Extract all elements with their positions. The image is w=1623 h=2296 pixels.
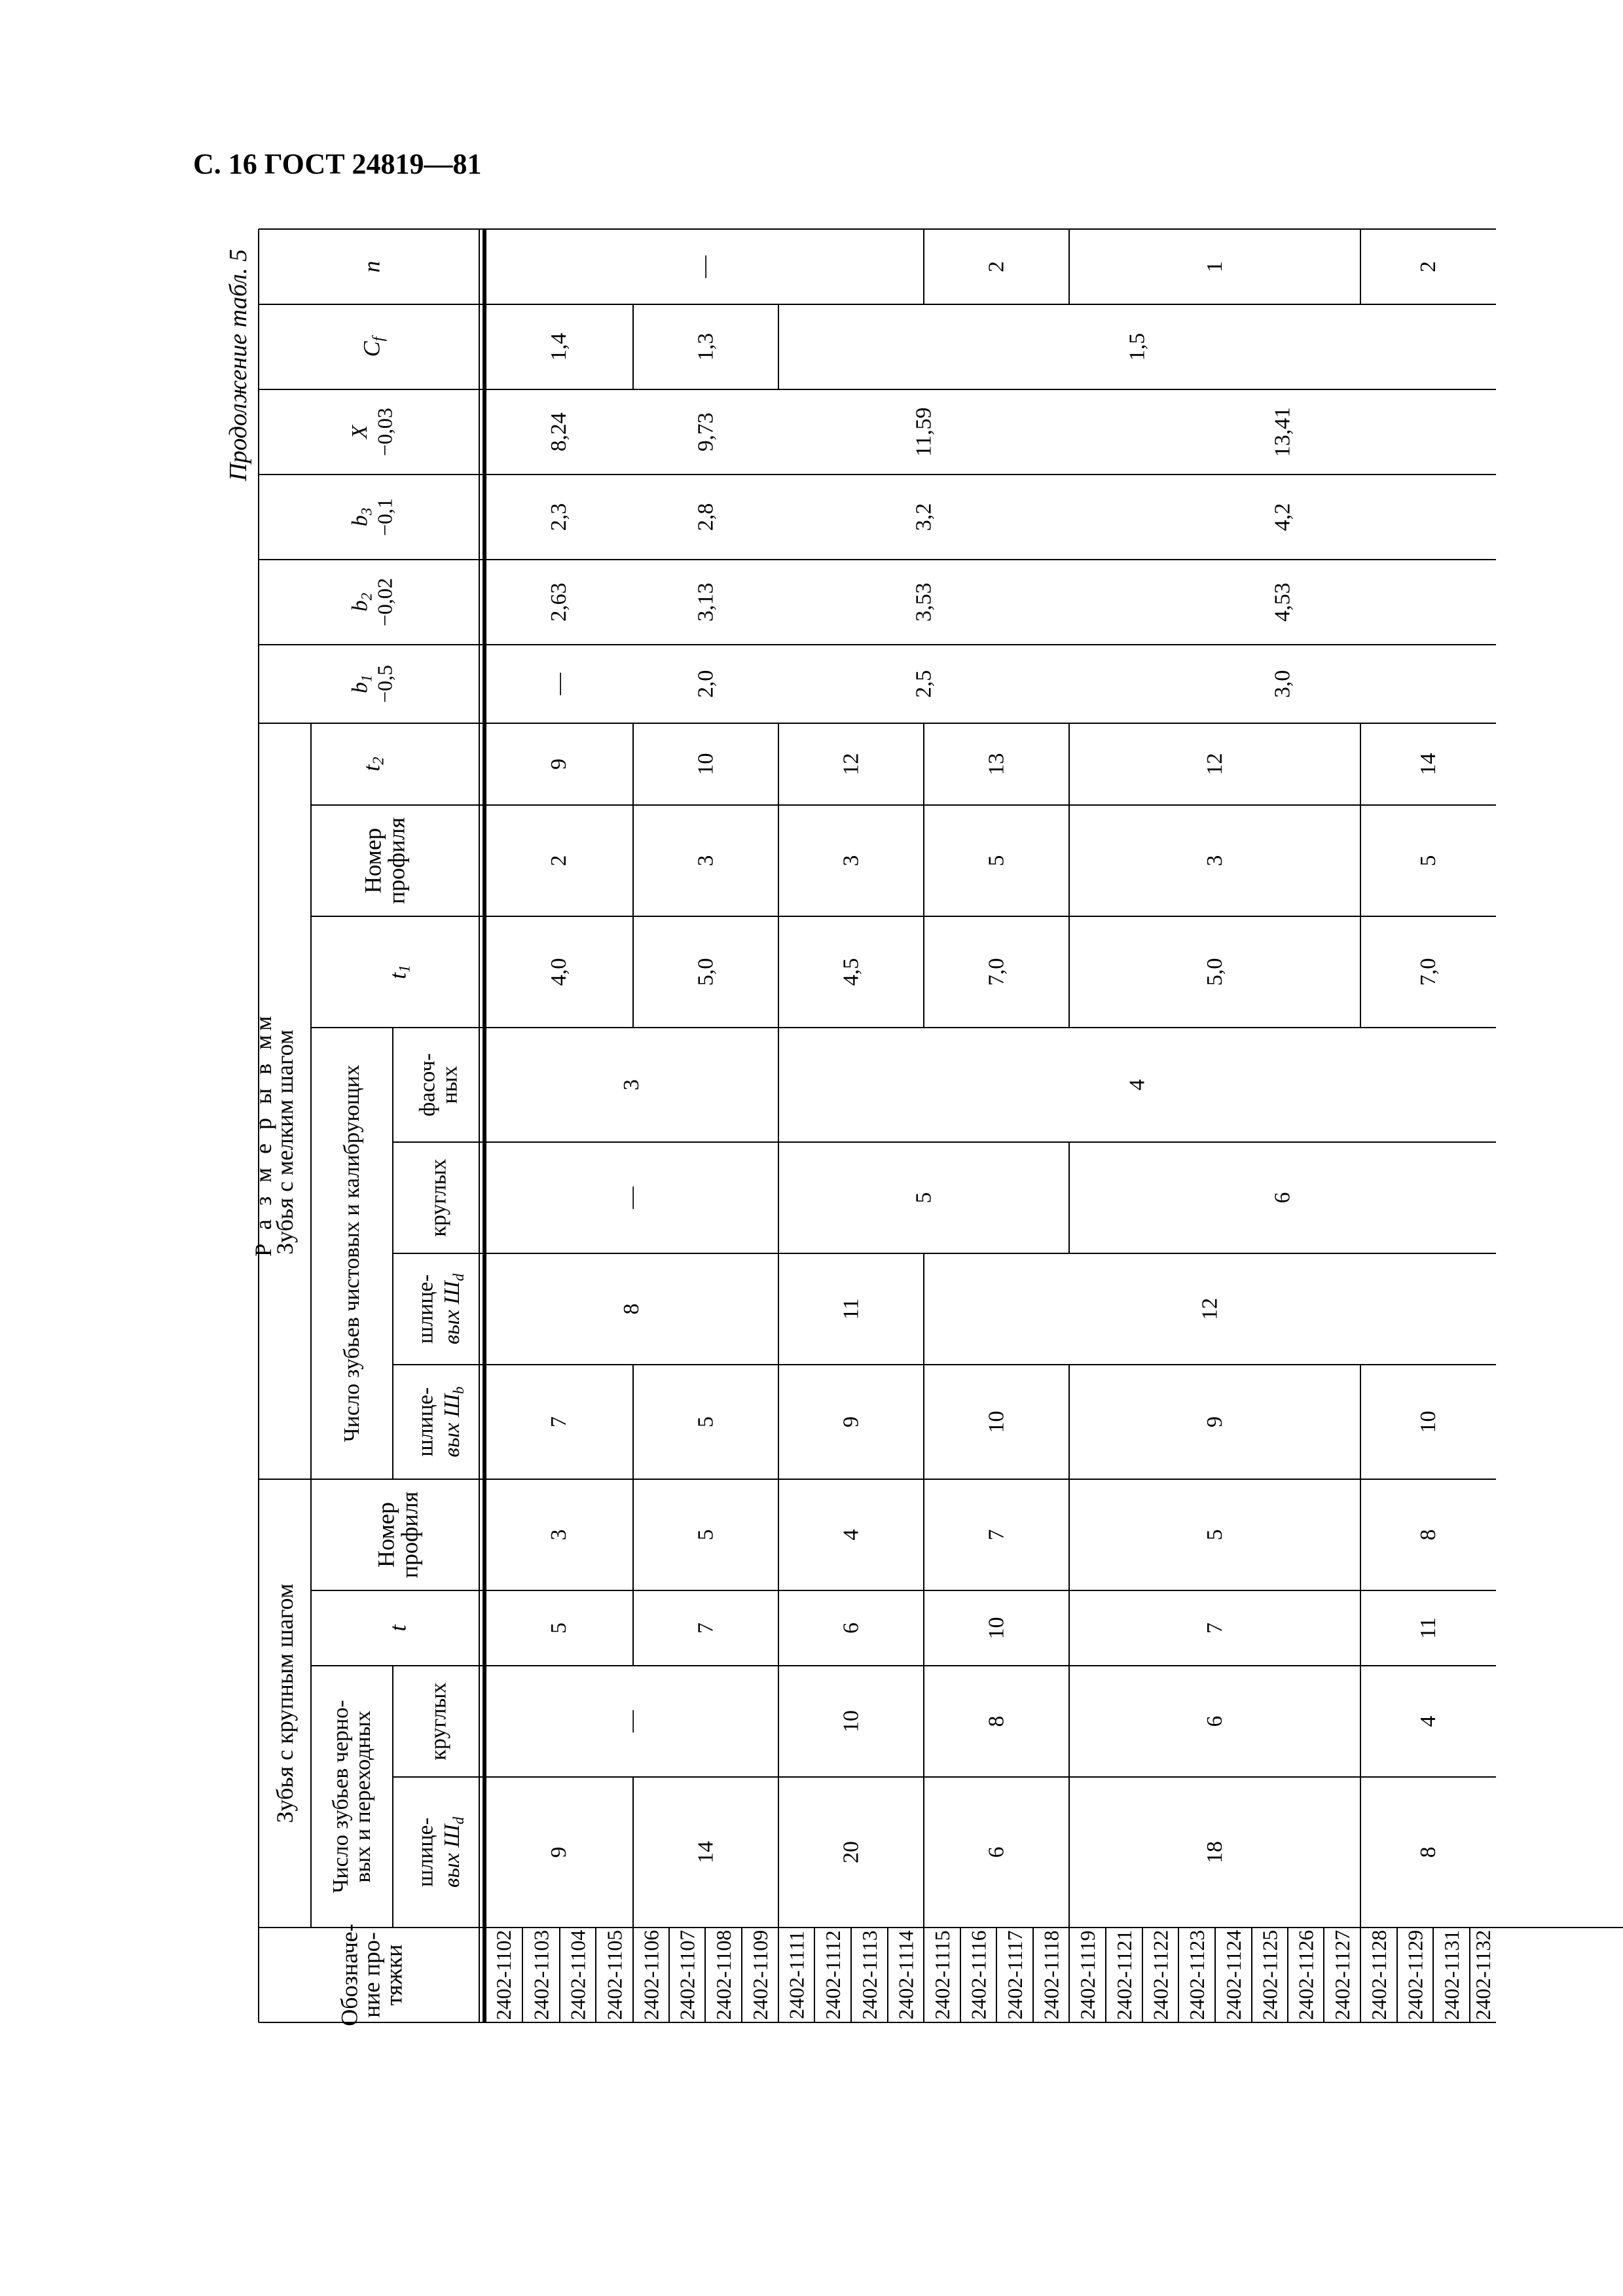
- fine_spline_b-cell: 10: [1416, 1410, 1440, 1433]
- fine-round-header: круглых: [426, 1158, 451, 1237]
- fine_spline_b-cell: 10: [984, 1410, 1009, 1433]
- table-continuation-title-text: Продолжение табл. 5: [225, 249, 252, 481]
- coarse_profile-cell: 7: [984, 1529, 1009, 1541]
- coarse_spline-cell: 9: [547, 1846, 571, 1858]
- units-caption-text: Р а з м е р ы в мм: [250, 1012, 276, 1257]
- coarse_spline-cell: 18: [1203, 1841, 1227, 1863]
- fine_t1-cell: 4,5: [839, 958, 864, 986]
- fine_t1-cell: 5,0: [1203, 958, 1227, 986]
- fine_profile-cell: 3: [693, 855, 718, 867]
- coarse_t-cell: 10: [984, 1617, 1009, 1640]
- fine_t1-cell: 7,0: [1416, 958, 1440, 986]
- designation-cell: 2402-1129: [1403, 1929, 1427, 2020]
- designation-cell: 2402-1104: [566, 1929, 590, 2020]
- designation-cell: 2402-1117: [1003, 1930, 1027, 2020]
- t2-cell: 9: [547, 759, 571, 770]
- b1-cell: 2,0: [693, 670, 718, 698]
- b1-cell: —: [547, 673, 571, 695]
- coarse_profile-cell: 5: [693, 1529, 718, 1541]
- coarse-count-header-line-2: вых и переходных: [351, 1710, 375, 1883]
- designation-cell: 2402-1128: [1367, 1929, 1391, 2020]
- coarse_round-cell: 8: [984, 1715, 1009, 1727]
- fine_spline_d-cell: 8: [619, 1303, 644, 1315]
- coarse-count-header-line-1: Число зубьев черно-: [329, 1700, 353, 1893]
- coarse_round-cell: —: [619, 1710, 644, 1732]
- coarse_profile-cell: 8: [1416, 1529, 1440, 1541]
- fine-spline-d-header-symbol: вых $Ш_d$: [439, 1273, 467, 1345]
- designation-cell: 2402-1115: [930, 1930, 954, 2020]
- Cf-cell: 1,3: [693, 332, 718, 361]
- b3-cell: 4,2: [1270, 503, 1295, 531]
- b3-cell: 2,3: [547, 503, 571, 531]
- X-cell: 9,73: [693, 412, 718, 452]
- x-header-symbol: X: [348, 425, 372, 439]
- b3-cell: 3,2: [911, 503, 936, 531]
- b1-cell: 3,0: [1270, 670, 1295, 698]
- fine_profile-cell: 5: [1416, 855, 1440, 867]
- X-cell: 11,59: [911, 407, 936, 457]
- coarse_t-cell: 7: [693, 1623, 718, 1634]
- X-cell: 13,41: [1270, 406, 1295, 457]
- designation-cell: 2402-1127: [1330, 1929, 1354, 2020]
- coarse-spline-header-word: шлице-: [413, 1818, 438, 1887]
- fine_t1-cell: 5,0: [693, 958, 718, 986]
- fine-count-header: Число зубьев чистовых и калибрующих: [340, 1064, 364, 1443]
- t2-cell: 12: [839, 753, 864, 776]
- X-cell: 8,24: [547, 412, 571, 452]
- fine_t1-cell: 4,0: [547, 958, 571, 986]
- designation-cell: 2402-1132: [1471, 1929, 1495, 2020]
- designation-cell: 2402-1118: [1039, 1930, 1063, 2020]
- fine_round-cell: —: [619, 1187, 644, 1209]
- designation-cell: 2402-1103: [529, 1929, 553, 2020]
- x-header-tolerance: −0,03: [373, 407, 397, 457]
- designation-cell: 2402-1112: [821, 1930, 845, 2020]
- b2-cell: 3,13: [693, 583, 718, 622]
- b1-header-symbol: $b_1$: [348, 674, 374, 694]
- t2-header: $t_2$: [358, 757, 388, 772]
- designation-header-line-1: Обозначе-: [336, 1924, 363, 2026]
- page-header: С. 16 ГОСТ 24819—81: [193, 148, 482, 180]
- fine_profile-cell: 3: [839, 855, 864, 867]
- b2-cell: 4,53: [1270, 583, 1295, 622]
- n-cell: 2: [984, 261, 1009, 272]
- designation-cell: 2402-1114: [894, 1930, 918, 2020]
- fine_profile-cell: 2: [547, 855, 571, 867]
- fine-chamfer-header-line-2: ных: [437, 1066, 462, 1104]
- coarse_profile-cell: 5: [1203, 1529, 1227, 1541]
- designation-cell: 2402-1119: [1076, 1930, 1099, 2020]
- b1-header-tolerance: −0,5: [373, 664, 397, 704]
- b2-header-tolerance: −0,02: [373, 577, 397, 627]
- coarse_spline-cell: 6: [984, 1846, 1009, 1858]
- coarse_round-cell: 6: [1203, 1715, 1227, 1727]
- t2-cell: 13: [984, 753, 1009, 776]
- coarse-profile-header-line-1: Номер: [373, 1501, 399, 1568]
- designation-cell: 2402-1126: [1294, 1929, 1318, 2020]
- coarse_t-cell: 7: [1203, 1623, 1227, 1634]
- fine_profile-cell: 3: [1203, 855, 1227, 867]
- designation-cell: 2402-1108: [712, 1929, 735, 2020]
- coarse_spline-cell: 20: [839, 1841, 864, 1863]
- coarse_round-cell: 4: [1416, 1715, 1440, 1727]
- Cf-cell: 1,5: [1125, 332, 1150, 361]
- b3-header-tolerance: −0,1: [373, 497, 397, 537]
- designation-cell: 2402-1123: [1185, 1929, 1209, 2020]
- b1-cell: 2,5: [911, 670, 936, 698]
- fine_spline_b-cell: 7: [547, 1416, 571, 1427]
- coarse_spline-cell: 8: [1416, 1846, 1440, 1858]
- designation-header-line-3: тяжки: [380, 1944, 407, 2006]
- fine-chamfer-header-line-1: фасоч-: [415, 1053, 440, 1117]
- fine-spline-d-header-word: шлице-: [413, 1274, 438, 1344]
- Cf-cell: 1,4: [547, 332, 571, 361]
- designation-cell: 2402-1131: [1440, 1929, 1463, 2020]
- fine_chamfer-cell: 3: [619, 1079, 644, 1090]
- designation-cell: 2402-1105: [602, 1929, 627, 2020]
- b2-cell: 2,63: [547, 583, 571, 622]
- fine_spline_d-cell: 12: [1197, 1298, 1222, 1320]
- coarse_t-cell: 11: [1416, 1617, 1440, 1639]
- fine-profile-header-line-2: профиля: [383, 817, 410, 905]
- designation-cell: 2402-1116: [966, 1930, 991, 2020]
- coarse_round-cell: 10: [839, 1710, 864, 1732]
- designation-cell: 2402-1102: [492, 1929, 515, 2020]
- fine_spline_b-cell: 9: [839, 1416, 864, 1427]
- designation-cell: 2402-1109: [748, 1929, 772, 2020]
- designation-cell: 2402-1106: [639, 1929, 663, 2020]
- designation-cell: 2402-1111: [784, 1930, 809, 2020]
- t2-cell: 14: [1416, 753, 1440, 776]
- n-cell: 2: [1416, 261, 1440, 272]
- t2-cell: 10: [693, 753, 718, 776]
- designation-cell: 2402-1107: [675, 1929, 699, 2020]
- coarse-round-header: круглых: [426, 1682, 451, 1761]
- coarse-t-header: t: [384, 1624, 411, 1632]
- fine_round-cell: 5: [911, 1192, 936, 1204]
- designation-cell: 2402-1125: [1258, 1929, 1282, 2020]
- coarse_profile-cell: 4: [839, 1529, 864, 1541]
- fine_spline_b-cell: 5: [693, 1416, 718, 1427]
- n-cell: —: [692, 255, 716, 278]
- b2-header-symbol: $b_2$: [348, 592, 374, 612]
- coarse_t-cell: 6: [839, 1623, 864, 1634]
- coarse_t-cell: 5: [547, 1623, 571, 1634]
- b2-cell: 3,53: [911, 583, 936, 622]
- fine_profile-cell: 5: [984, 855, 1009, 867]
- fine_chamfer-cell: 4: [1125, 1079, 1150, 1090]
- designation-cell: 2402-1113: [858, 1930, 881, 2020]
- fine_spline_b-cell: 9: [1203, 1416, 1227, 1427]
- designation-header-line-2: ние про-: [358, 1932, 385, 2018]
- b3-header-symbol: $b_3$: [348, 507, 374, 527]
- fine-profile-header-line-1: Номер: [359, 827, 386, 894]
- t2-cell: 12: [1203, 753, 1227, 776]
- fine-spline-b-header-word: шлице-: [413, 1387, 438, 1457]
- fine-spline-b-header-symbol: вых $Ш_b$: [439, 1386, 467, 1458]
- fine_t1-cell: 7,0: [984, 958, 1009, 986]
- n-cell: 1: [1203, 261, 1227, 272]
- coarse-spline-header-symbol: вых $Ш_d$: [439, 1816, 467, 1888]
- n-header: n: [358, 260, 385, 273]
- cf-header: $C_f$: [358, 336, 388, 357]
- coarse-profile-header-line-2: профиля: [396, 1491, 423, 1579]
- fine-group-header: Зубья с мелким шагом: [272, 1030, 298, 1255]
- coarse-group-header: Зубья с крупным шагом: [272, 1583, 298, 1823]
- b3-cell: 2,8: [693, 503, 718, 531]
- fine_round-cell: 6: [1270, 1192, 1295, 1204]
- fine_spline_d-cell: 11: [839, 1298, 864, 1320]
- designation-cell: 2402-1121: [1112, 1929, 1136, 2020]
- coarse_profile-cell: 3: [547, 1529, 571, 1541]
- designation-cell: 2402-1122: [1148, 1929, 1173, 2020]
- designation-cell: 2402-1124: [1222, 1929, 1245, 2020]
- fine-t1-header: $t_1$: [384, 964, 414, 980]
- coarse_spline-cell: 14: [693, 1841, 718, 1863]
